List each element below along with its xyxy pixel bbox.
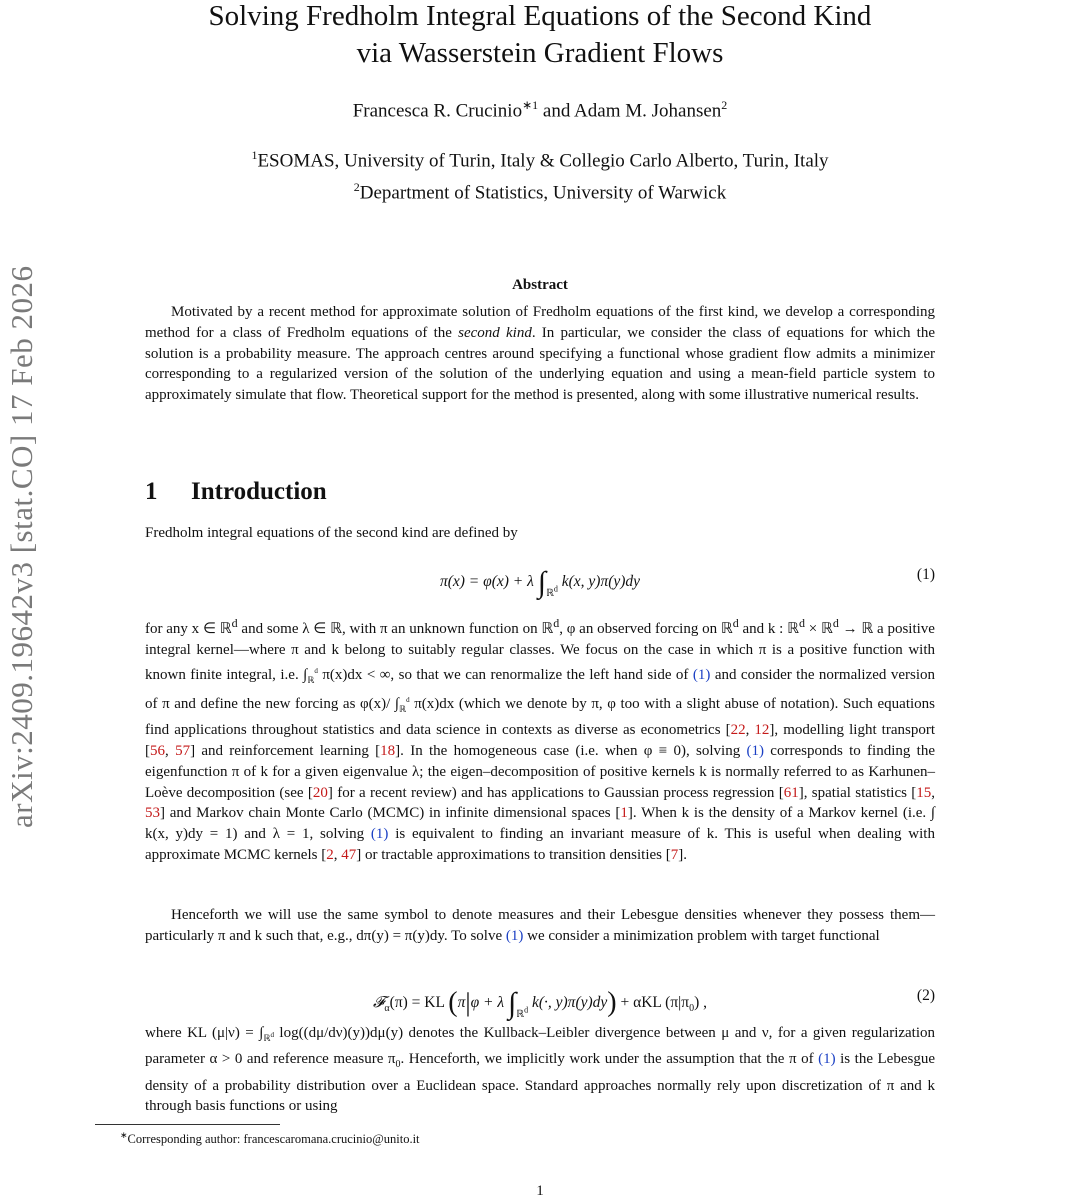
intro-line: Fredholm integral equations of the second kind are defined by [145, 525, 518, 541]
citation-link[interactable]: 7 [670, 846, 679, 863]
footnote-divider [95, 1124, 280, 1125]
author-name: Francesca R. Crucinio [352, 100, 523, 122]
body-paragraph: where KL $(\mu|\nu) = \int_{ℝ^d}$ log((dμ/dν)(y))dμ(y) denotes the Kullback–Leibler divergence between μ and ν, for a given regularization parameter α > 0 and reference measure $\pi_0$. Henceforth, we implicitly work under the assumption that the π of (1) is the Lebesgue density of a probability distribution over a Euclidean space. Standard approaches normally rely upon discretization of π and k through basis functions or using [145, 1025, 936, 1115]
body-paragraph: Henceforth we will use the same symbol to denote measures and their Lebesgue densities whenever they possess them—particularly π and k such that, e.g., dπ(y) = π(y)dy. To solve (1) we consider a minimization problem with target functional [145, 907, 935, 944]
citation-link[interactable]: 2 [326, 846, 334, 863]
citation-link[interactable]: 1 [620, 805, 628, 822]
affiliations [145, 142, 935, 207]
author-list: Francesca R. Crucinio$^{∗1}$ and Adam M. Johansen$^2$ [352, 98, 728, 122]
equation-2: 𝓕$_\alpha$(π) = KL (π|φ + λ $\int_{ℝ^d}$ k(·, y)π(y)dy) + αKL $(\pi|\pi_0)$ , (2) [372, 987, 935, 1020]
abstract-heading: Abstract [512, 277, 568, 293]
citation-link[interactable]: 57 [175, 742, 191, 759]
abstract-body: Motivated by a recent method for approximate solution of Fredholm equations of the first kind, we develop a corresponding method for a class of Fredholm equations of the second kind. In particular, we consider the class of equations for which the solution is a probability measure. The approach centres around specifying a functional whose gradient flow admits a minimizer corresponding to a regularized version of the solution of the underlying equation and using a mean-field particle system to approximately simulate that flow. Theoretical support for the method is presented, along with some illustrative numerical results. [145, 304, 936, 404]
citation-link[interactable]: 22 [730, 722, 746, 739]
paper-title: Solving Fredholm Integral Equations of the Second Kind via Wasserstein Gradient Flows [208, 0, 872, 69]
citation-link[interactable]: 53 [145, 805, 160, 822]
author-name: Adam M. Johansen [574, 100, 722, 122]
affiliation: $^1$ESOMAS, University of Turin, Italy & Collegio Carlo Alberto, Turin, Italy [251, 148, 829, 172]
citation-link[interactable]: 12 [754, 722, 770, 739]
equation-number: (2) [916, 987, 935, 1004]
citation-link[interactable]: 18 [380, 742, 396, 759]
citation-link[interactable]: 20 [312, 784, 328, 801]
page-number: 1 [536, 1183, 544, 1199]
equation-ref[interactable]: (1) [692, 666, 711, 683]
section-title: Introduction [191, 478, 327, 505]
section-number: 1 [145, 478, 158, 505]
equation-1: π(x) = φ(x) + λ $\int_{ℝ^d}$ k(x, y)π(y)dy (1) [439, 566, 935, 599]
equation-ref[interactable]: (1) [505, 927, 524, 944]
equation-ref[interactable]: (1) [746, 742, 764, 759]
citation-link[interactable]: 61 [783, 784, 799, 801]
intro-paragraph: for any x ∈ ℝ$^d$ and some λ ∈ ℝ, with π an unknown function on ℝ$^d$, φ an observed forcing on ℝ$^d$ and k : ℝ$^d$ × ℝ$^d$ → ℝ a positive integral kernel—where π and k belong to suitably regular classes. We focus on the case in which π is a positive function with known finite integral, i.e. $\int_ℝ^d$ π(x)dx < ∞, so that we can renormalize the left hand side of (1) and consider the normalized version of π and define the new forcing as φ(x)/ $\int_ℝ^d$ π(x)dx (which we denote by π, φ too with a slight abuse of notation). Such equations find applications throughout statistics and data science in contexts as diverse as econometrics [22, 12], modelling light transport [56, 57] and reinforcement learning [18]. In the homogeneous case (i.e. when φ ≡ 0), solving (1) corresponds to finding the eigenfunction π of k for a given eigenvalue λ; the eigen–decomposition of positive kernels k is normally referred to as Karhunen–Loève decomposition (see [20] for a recent review) and has applications to Gaussian process regression [61], spatial statistics [15, 53] and Markov chain Monte Carlo (MCMC) in infinite dimensional spaces [1]. When k is the density of a Markov kernel (i.e. ∫ k(x, y)dy = 1) and λ = 1, solving (1) is equivalent to finding an invariant measure of k. This is useful when dealing with approximate MCMC kernels [2, 47] or tractable approximations to transition densities [7]. [145, 616, 936, 863]
equation-ref[interactable]: (1) [370, 826, 389, 843]
citation-link[interactable]: 56 [150, 742, 165, 759]
citation-link[interactable]: 15 [916, 784, 932, 801]
citation-link[interactable]: 47 [341, 846, 357, 863]
footnote: ∗Corresponding author: francescaromana.crucinio@unito.it [120, 1130, 420, 1147]
equation-ref[interactable]: (1) [818, 1050, 836, 1067]
affiliation: $^2$Department of Statistics, University of Warwick [353, 180, 727, 204]
arxiv-identifier: arXiv:2409.19642v3 [stat.CO] 17 Feb 2026 [4, 265, 39, 828]
equation-number: (1) [916, 566, 935, 583]
section-heading [145, 478, 327, 506]
